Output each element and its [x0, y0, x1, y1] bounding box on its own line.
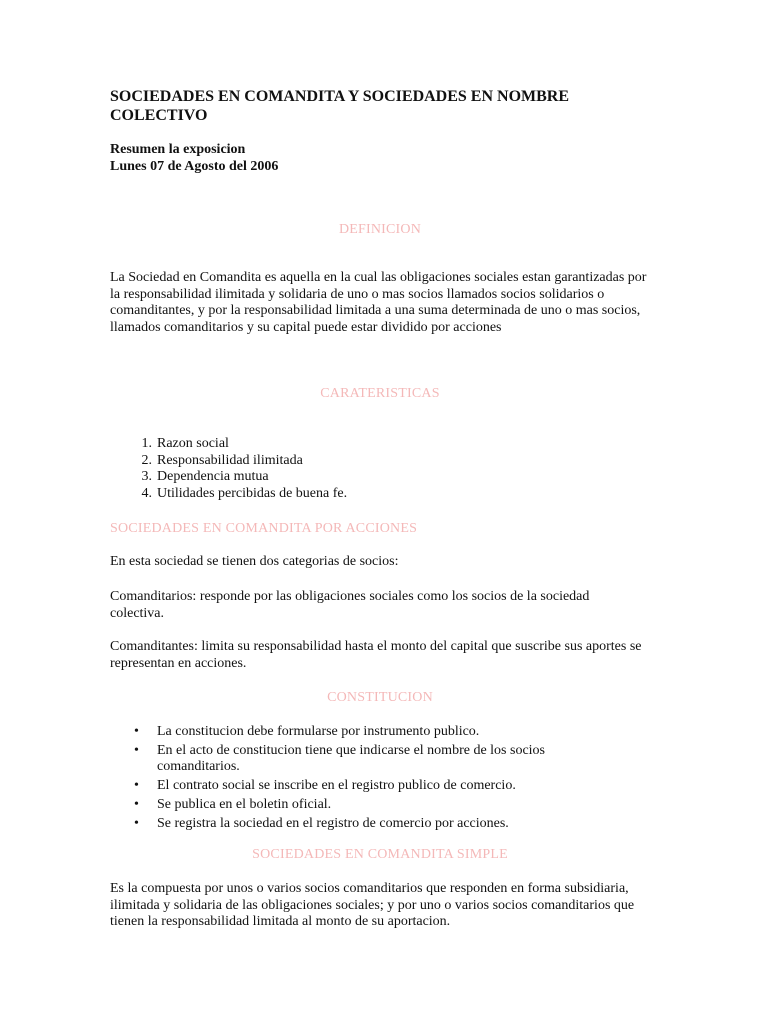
subtitle-line-1: Resumen la exposicion — [110, 142, 246, 157]
simple-paragraph: Es la compuesta por unos o varios socios comanditarios que responden en forma subsidiaria, ilimitada y solidaria de las obligaciones sociales; y por uno o varios socios comanditarios que tienen la responsabilidad limitada al monto de su aportacion. — [110, 881, 635, 930]
list-item: • En el acto de constitucion tiene que indicarse el nombre de los socios comanditarios. — [134, 742, 545, 775]
list-item: • Se publica en el boletin oficial. — [134, 796, 332, 812]
bullet-icon: • — [134, 778, 139, 794]
list-item: 1. Razon social — [141, 436, 229, 451]
title-line-1: SOCIEDADES EN COMANDITA Y SOCIEDADES EN NOMBRE — [110, 88, 570, 105]
list-item: 2. Responsabilidad ilimitada — [141, 452, 303, 468]
bullet-icon: • — [134, 742, 139, 758]
comanditantes-paragraph: Comanditantes: limita su responsabilidad hasta el monto del capital que suscribe sus aportes se representan en acciones. — [110, 639, 642, 671]
caracteristicas-list — [110, 436, 650, 503]
bullet-icon: • — [134, 724, 139, 739]
list-item: 3. Dependencia mutua — [141, 469, 269, 485]
heading-comandita-simple: SOCIEDADES EN COMANDITA SIMPLE — [252, 847, 508, 862]
bullet-icon: • — [134, 796, 139, 812]
list-item: • Se registra la sociedad en el registro de comercio por acciones. — [134, 815, 509, 831]
list-item: 4. Utilidades percibidas de buena fe. — [141, 486, 348, 502]
acciones-intro: En esta sociedad se tienen dos categorias de socios: — [110, 554, 399, 569]
heading-definicion: DEFINICION — [338, 222, 422, 237]
document-title — [110, 87, 650, 125]
heading-comandita-por-acciones: SOCIEDADES EN COMANDITA POR ACCIONES — [110, 521, 418, 536]
bullet-icon: • — [134, 815, 139, 831]
list-item: • El contrato social se inscribe en el registro publico de comercio. — [134, 778, 516, 794]
definicion-paragraph: La Sociedad en Comandita es aquella en la cual las obligaciones sociales estan garantizadas por la responsabilidad ilimitada y solidaria de uno o mas socios llamados socios solidarios o comanditantes, y por la responsabilidad limitada a una suma determinada de uno o mas socios, llamados comanditarios y su capital puede estar dividido por acciones — [110, 270, 647, 336]
heading-caracteristicas: CARATERISTICAS — [320, 386, 440, 401]
title-line-2: COLECTIVO — [110, 107, 208, 124]
comanditarios-paragraph: Comanditarios: responde por las obligaciones sociales como los socios de la sociedad colectiva. — [110, 589, 590, 621]
list-item: • La constitucion debe formularse por instrumento publico. — [134, 724, 480, 739]
subtitle-line-2: Lunes 07 de Agosto del 2006 — [110, 159, 279, 174]
heading-constitucion: CONSTITUCION — [327, 690, 433, 705]
constitucion-list — [110, 724, 590, 832]
document-subtitle — [110, 141, 650, 175]
